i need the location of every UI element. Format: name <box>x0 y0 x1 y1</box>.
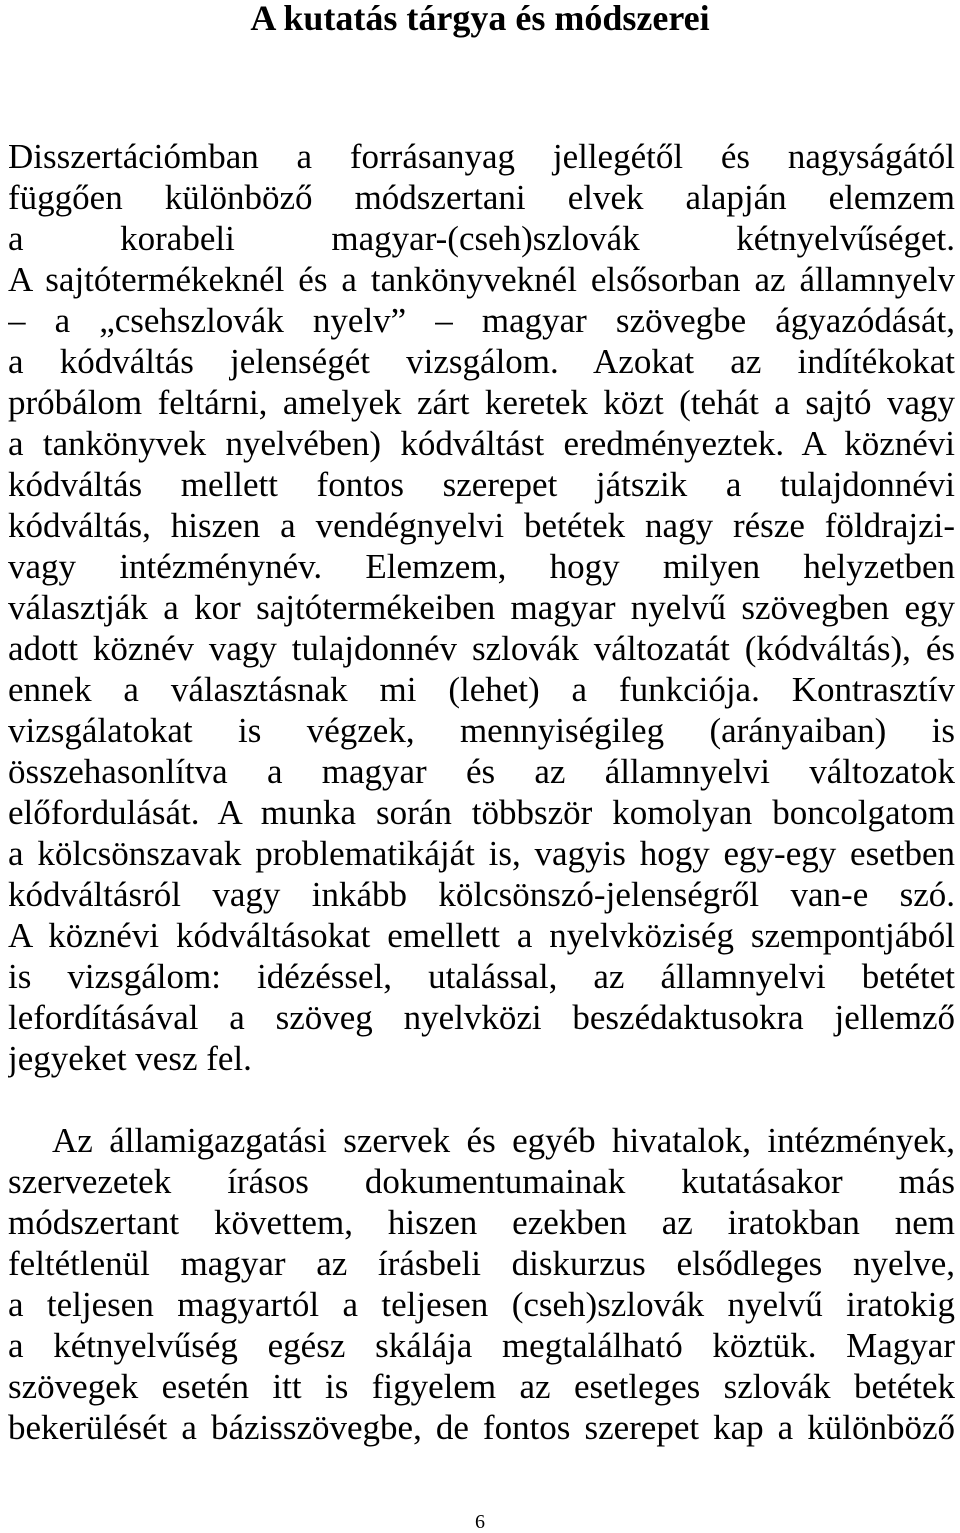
text-line: választják a kor sajtótermékeiben magyar nyelvű szövegben egy <box>8 588 955 627</box>
text-line: a kétnyelvűség egész skálája megtalálható köztük. Magyar <box>8 1326 955 1365</box>
text-line: A köznévi kódváltásokat emellett a nyelvköziség szempontjából <box>8 916 955 955</box>
text-line: is vizsgálom: idézéssel, utalással, az államnyelvi betétet <box>8 957 955 996</box>
text-line: vizsgálatokat is végzek, mennyiségileg (arányaiban) is <box>8 711 955 750</box>
text-line: a korabeli magyar-(cseh)szlovák kétnyelvűséget. <box>8 219 955 258</box>
text-line: a kódváltás jelenségét vizsgálom. Azokat az indítékokat <box>8 342 955 381</box>
text-line: – a „csehszlovák nyelv” – magyar szövegbe ágyazódását, <box>8 301 955 340</box>
text-line: kódváltás mellett fontos szerepet játszik a tulajdonnévi <box>8 465 955 504</box>
text-line: a tankönyvek nyelvében) kódváltást eredményeztek. A köznévi <box>8 424 955 463</box>
text-line: jegyeket vesz fel. <box>8 1039 252 1078</box>
text-line: a kölcsönszavak problematikáját is, vagyis hogy egy-egy esetben <box>8 834 955 873</box>
text-line: függően különböző módszertani elvek alapján elemzem <box>8 178 955 217</box>
text-line: kódváltás, hiszen a vendégnyelvi betétek nagy része földrajzi- <box>8 506 955 545</box>
text-line: lefordításával a szöveg nyelvközi beszédaktusokra jellemző <box>8 998 955 1037</box>
text-line: módszertant követtem, hiszen ezekben az iratokban nem <box>8 1203 955 1242</box>
text-line: szervezetek írásos dokumentumainak kutatásakor más <box>8 1162 955 1201</box>
text-line: ennek a választásnak mi (lehet) a funkciója. Kontrasztív <box>8 670 955 709</box>
body-paragraph-2 <box>8 1120 955 1448</box>
page-title: A kutatás tárgya és módszerei <box>250 0 710 38</box>
text-line: szövegek esetén itt is figyelem az esetleges szlovák betétek <box>8 1367 955 1406</box>
text-line: kódváltásról vagy inkább kölcsönszó-jelenségről van-e szó. <box>8 875 955 914</box>
text-line: előfordulását. A munka során többször komolyan boncolgatom <box>8 793 955 832</box>
text-line: feltétlenül magyar az írásbeli diskurzus elsődleges nyelve, <box>8 1244 955 1283</box>
text-line: A sajtótermékeknél és a tankönyveknél elsősorban az államnyelv <box>8 260 955 299</box>
body-paragraph-1 <box>8 136 955 1079</box>
text-line: adott köznév vagy tulajdonnév szlovák változatát (kódváltás), és <box>8 629 955 668</box>
text-line: Az államigazgatási szervek és egyéb hivatalok, intézmények, <box>52 1121 955 1160</box>
text-line: bekerülését a bázisszövegbe, de fontos szerepet kap a különböző <box>8 1408 955 1447</box>
page-number: 6 <box>475 1511 485 1533</box>
text-line: összehasonlítva a magyar és az államnyelvi változatok <box>8 752 955 791</box>
text-line: vagy intézménynév. Elemzem, hogy milyen helyzetben <box>8 547 955 586</box>
text-line: a teljesen magyartól a teljesen (cseh)szlovák nyelvű iratokig <box>8 1285 955 1324</box>
text-line: próbálom feltárni, amelyek zárt keretek közt (tehát a sajtó vagy <box>8 383 955 422</box>
text-line: Disszertációmban a forrásanyag jellegétől és nagyságától <box>8 137 955 176</box>
